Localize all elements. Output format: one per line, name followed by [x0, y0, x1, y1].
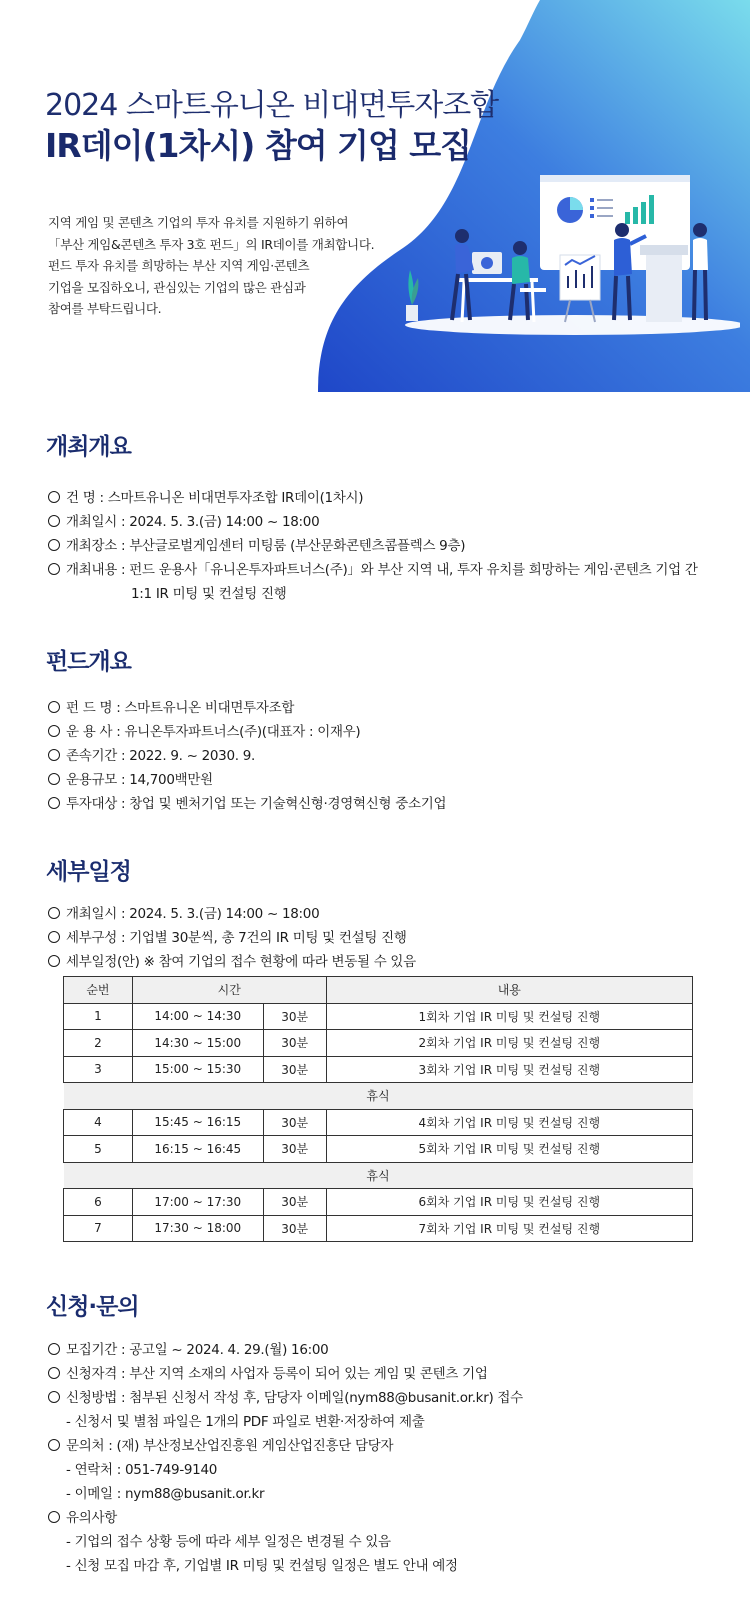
overview-item: [48, 558, 698, 578]
hero-title-line2: IR데이(1차시) 참여 기업 모집: [45, 126, 472, 165]
circle-bullet-icon: [48, 931, 60, 943]
table-row: [64, 1109, 693, 1136]
row-no: 7: [64, 1215, 133, 1242]
schedule-item: [48, 902, 319, 922]
circle-bullet-icon: [48, 701, 60, 713]
circle-bullet-icon: [48, 539, 60, 551]
fund-item: [48, 696, 294, 716]
circle-bullet-icon: [48, 797, 60, 809]
section-title-apply: 신청·문의: [46, 1294, 139, 1320]
intro-line: 「부산 게임&콘텐츠 투자 3호 펀드」의 IR데이를 개최합니다.: [48, 236, 375, 252]
apply-method-sub: - 신청서 및 별첨 파일은 1개의 PDF 파일로 변환·저장하여 제출: [66, 1414, 425, 1430]
fund-item-text: 운용규모 : 14,700백만원: [66, 772, 213, 788]
apply-eligibility: 신청자격 : 부산 지역 소재의 사업자 등록이 되어 있는 게임 및 콘텐츠 기업: [66, 1366, 488, 1382]
circle-bullet-icon: [48, 1391, 60, 1403]
overview-item-text: 개최일시 : 2024. 5. 3.(금) 14:00 ~ 18:00: [66, 514, 320, 530]
row-content: 7회차 기업 IR 미팅 및 컨설팅 진행: [326, 1215, 692, 1242]
note-item: - 신청 모집 마감 후, 기업별 IR 미팅 및 컨설팅 일정은 별도 안내 예정: [66, 1558, 458, 1574]
overview-item: [48, 534, 465, 554]
row-no: 3: [64, 1056, 133, 1083]
hero-intro: [48, 212, 388, 320]
circle-bullet-icon: [48, 563, 60, 575]
schedule-table: [63, 976, 693, 1242]
table-row: [64, 1215, 693, 1242]
contact-phone: - 연락처 : 051-749-9140: [66, 1462, 218, 1478]
table-row: [64, 1189, 693, 1216]
business-meeting-illustration: [400, 170, 740, 340]
row-duration: 30분: [263, 1056, 326, 1083]
apply-item: [48, 1506, 117, 1526]
fund-item-text: 존속기간 : 2022. 9. ~ 2030. 9.: [66, 748, 256, 764]
apply-item: [48, 1362, 488, 1382]
break-label: 휴식: [64, 1083, 693, 1110]
fund-item-text: 펀 드 명 : 스마트유니온 비대면투자조합: [66, 700, 295, 716]
apply-item: [48, 1386, 523, 1406]
circle-bullet-icon: [48, 955, 60, 967]
row-duration: 30분: [263, 1136, 326, 1163]
row-content: 2회차 기업 IR 미팅 및 컨설팅 진행: [326, 1030, 692, 1057]
section-title-schedule: 세부일정: [46, 859, 131, 885]
circle-bullet-icon: [48, 1439, 60, 1451]
row-content: 3회차 기업 IR 미팅 및 컨설팅 진행: [326, 1056, 692, 1083]
row-no: 5: [64, 1136, 133, 1163]
note-item: - 기업의 접수 상황 등에 따라 세부 일정은 변경될 수 있음: [66, 1534, 391, 1550]
schedule-item-text: 개최일시 : 2024. 5. 3.(금) 14:00 ~ 18:00: [66, 906, 320, 922]
row-duration: 30분: [263, 1215, 326, 1242]
contact-email: - 이메일 : nym88@busanit.or.kr: [66, 1486, 265, 1502]
row-no: 6: [64, 1189, 133, 1216]
apply-item: [48, 1434, 393, 1454]
row-time: 14:30 ~ 15:00: [132, 1030, 263, 1057]
apply-period: 모집기간 : 공고일 ~ 2024. 4. 29.(월) 16:00: [66, 1342, 329, 1358]
table-row: [64, 1136, 693, 1163]
schedule-item-text: 세부구성 : 기업별 30분씩, 총 7건의 IR 미팅 및 컨설팅 진행: [66, 930, 407, 946]
circle-bullet-icon: [48, 725, 60, 737]
table-row: [64, 1030, 693, 1057]
row-no: 1: [64, 1003, 133, 1030]
row-time: 17:00 ~ 17:30: [132, 1189, 263, 1216]
row-content: 5회차 기업 IR 미팅 및 컨설팅 진행: [326, 1136, 692, 1163]
row-no: 4: [64, 1109, 133, 1136]
row-duration: 30분: [263, 1003, 326, 1030]
section-title-fund: 펀드개요: [46, 649, 131, 675]
apply-contact: 문의처 : (재) 부산정보산업진흥원 게임산업진흥단 담당자: [66, 1438, 394, 1454]
hero-title-line1: 2024 스마트유니온 비대면투자조합: [45, 88, 499, 123]
circle-bullet-icon: [48, 491, 60, 503]
overview-item-text: 개최내용 : 펀드 운용사「유니온투자파트너스(주)」와 부산 지역 내, 투자 유치를 희망하는 게임·콘텐츠 기업 간: [66, 562, 698, 578]
intro-line: 참여를 부탁드립니다.: [48, 301, 162, 316]
table-row: [64, 1056, 693, 1083]
circle-bullet-icon: [48, 1367, 60, 1379]
intro-line: 기업을 모집하오니, 관심있는 기업의 많은 관심과: [48, 279, 306, 295]
intro-line: 펀드 투자 유치를 희망하는 부산 지역 게임·콘텐츠: [48, 258, 310, 273]
fund-item: [48, 744, 255, 764]
circle-bullet-icon: [48, 515, 60, 527]
overview-item-text: 개최장소 : 부산글로벌게임센터 미팅룸 (부산문화콘텐츠콤플렉스 9층): [66, 538, 466, 554]
row-duration: 30분: [263, 1030, 326, 1057]
table-break-row: [64, 1162, 693, 1189]
table-header-no: 순번: [64, 977, 133, 1004]
row-time: 16:15 ~ 16:45: [132, 1136, 263, 1163]
schedule-item: [48, 926, 407, 946]
table-header-row: [64, 977, 693, 1004]
row-content: 1회차 기업 IR 미팅 및 컨설팅 진행: [326, 1003, 692, 1030]
overview-item: [48, 510, 319, 530]
row-no: 2: [64, 1030, 133, 1057]
circle-bullet-icon: [48, 907, 60, 919]
fund-item: [48, 768, 213, 788]
section-title-overview: 개최개요: [46, 434, 131, 460]
overview-item-continuation: 1:1 IR 미팅 및 컨설팅 진행: [131, 586, 287, 602]
circle-bullet-icon: [48, 773, 60, 785]
table-header-time: 시간: [132, 977, 326, 1004]
row-time: 14:00 ~ 14:30: [132, 1003, 263, 1030]
break-label: 휴식: [64, 1162, 693, 1189]
fund-item: [48, 720, 360, 740]
apply-item: [48, 1338, 328, 1358]
row-content: 4회차 기업 IR 미팅 및 컨설팅 진행: [326, 1109, 692, 1136]
circle-bullet-icon: [48, 1511, 60, 1523]
circle-bullet-icon: [48, 1343, 60, 1355]
row-duration: 30분: [263, 1109, 326, 1136]
notes-title: 유의사항: [66, 1510, 117, 1526]
schedule-item: [48, 950, 416, 970]
table-row: [64, 1003, 693, 1030]
row-time: 17:30 ~ 18:00: [132, 1215, 263, 1242]
overview-item: [48, 486, 363, 506]
fund-item: [48, 792, 446, 812]
row-content: 6회차 기업 IR 미팅 및 컨설팅 진행: [326, 1189, 692, 1216]
row-time: 15:45 ~ 16:15: [132, 1109, 263, 1136]
row-time: 15:00 ~ 15:30: [132, 1056, 263, 1083]
schedule-item-text: 세부일정(안) ※ 참여 기업의 접수 현황에 따라 변동될 수 있음: [66, 954, 416, 970]
table-break-row: [64, 1083, 693, 1110]
fund-item-text: 투자대상 : 창업 및 벤처기업 또는 기술혁신형·경영혁신형 중소기업: [66, 796, 447, 812]
table-header-content: 내용: [326, 977, 692, 1004]
overview-item-text: 건 명 : 스마트유니온 비대면투자조합 IR데이(1차시): [66, 490, 364, 506]
apply-method: 신청방법 : 첨부된 신청서 작성 후, 담당자 이메일(nym88@busanit.or.kr) 접수: [66, 1390, 523, 1406]
row-duration: 30분: [263, 1189, 326, 1216]
hero-banner: [0, 0, 750, 392]
circle-bullet-icon: [48, 749, 60, 761]
fund-item-text: 운 용 사 : 유니온투자파트너스(주)(대표자 : 이재우): [66, 724, 361, 740]
intro-line: 지역 게임 및 콘텐츠 기업의 투자 유치를 지원하기 위하여: [48, 215, 349, 230]
